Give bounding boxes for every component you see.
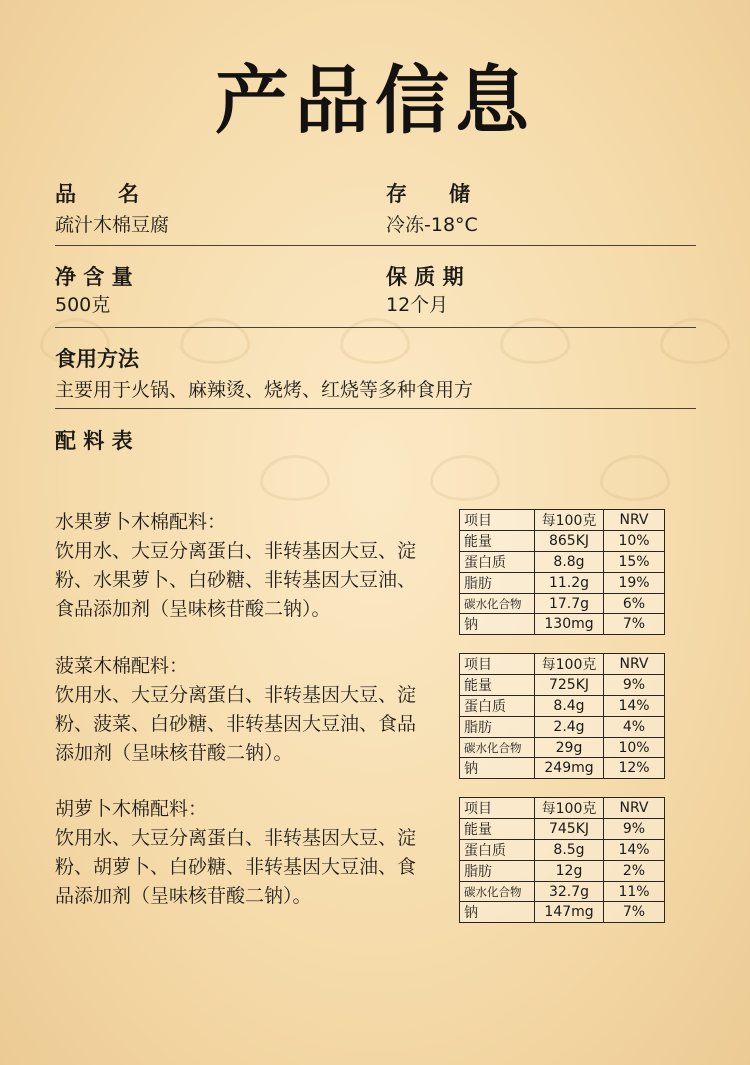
table-row [460, 840, 665, 861]
row-label: 能量 [460, 531, 535, 552]
row-nrv: 7% [604, 614, 665, 635]
nutrition-table [459, 653, 665, 779]
row-nrv: 12% [604, 758, 665, 779]
table-header-row [460, 510, 665, 531]
header-nrv: NRV [604, 510, 665, 531]
table-row [460, 594, 665, 614]
ingredient-block [55, 652, 425, 768]
table-row [460, 696, 665, 717]
table-row [460, 675, 665, 696]
row-label: 能量 [460, 675, 535, 696]
row-nrv: 9% [604, 675, 665, 696]
watermark-mark [180, 318, 250, 364]
row-value: 249mg [535, 758, 604, 779]
row-nrv: 15% [604, 552, 665, 573]
page-title: 产品信息 [215, 58, 535, 144]
row-label: 蛋白质 [460, 840, 535, 861]
ingredient-title: 胡萝卜木棉配料： [55, 798, 208, 820]
table-row [460, 573, 665, 594]
row-value: 29g [535, 738, 604, 758]
net-content-value: 500克 [55, 294, 111, 316]
divider [55, 327, 696, 328]
row-nrv: 2% [604, 861, 665, 882]
header-item: 项目 [460, 798, 535, 819]
row-value: 147mg [535, 902, 604, 923]
row-value: 130mg [535, 614, 604, 635]
watermark-mark [340, 318, 410, 364]
ingredient-block [55, 795, 425, 911]
header-nrv: NRV [604, 654, 665, 675]
row-label: 蛋白质 [460, 696, 535, 717]
row-nrv: 7% [604, 902, 665, 923]
table-row [460, 861, 665, 882]
watermark-mark [500, 318, 570, 364]
storage-value: 冷冻-18°C [386, 214, 478, 236]
table-row [460, 738, 665, 758]
ingredient-text: 饮用水、大豆分离蛋白、非转基因大豆、淀粉、胡萝卜、白砂糖、非转基因大豆油、食品添加剂（呈味核苷酸二钠）。 [55, 827, 417, 907]
row-nrv: 14% [604, 696, 665, 717]
row-label: 碳水化合物 [460, 882, 535, 902]
shelf-life-value: 12个月 [386, 294, 449, 316]
row-value: 725KJ [535, 675, 604, 696]
row-value: 8.4g [535, 696, 604, 717]
row-nrv: 14% [604, 840, 665, 861]
row-nrv: 19% [604, 573, 665, 594]
ingredient-text: 饮用水、大豆分离蛋白、非转基因大豆、淀粉、水果萝卜、白砂糖、非转基因大豆油、食品添加剂（呈味核苷酸二钠）。 [55, 540, 417, 620]
table-header-row [460, 798, 665, 819]
row-value: 12g [535, 861, 604, 882]
row-nrv: 6% [604, 594, 665, 614]
product-name-value: 疏汁木棉豆腐 [55, 214, 170, 236]
header-nrv: NRV [604, 798, 665, 819]
row-value: 8.8g [535, 552, 604, 573]
watermark-mark [260, 455, 330, 501]
row-value: 11.2g [535, 573, 604, 594]
watermark-mark [600, 455, 670, 501]
row-value: 2.4g [535, 717, 604, 738]
header-item: 项目 [460, 654, 535, 675]
net-content-label: 净 含 量 [55, 265, 133, 289]
product-name-label: 品 名 [55, 182, 139, 206]
header-per100g: 每100克 [535, 798, 604, 819]
row-label: 能量 [460, 819, 535, 840]
header-per100g: 每100克 [535, 654, 604, 675]
table-row [460, 902, 665, 923]
watermark-mark [430, 455, 500, 501]
row-value: 8.5g [535, 840, 604, 861]
nutrition-table [459, 797, 665, 923]
table-row [460, 819, 665, 840]
table-header-row [460, 654, 665, 675]
ingredient-block [55, 508, 425, 624]
row-label: 脂肪 [460, 573, 535, 594]
storage-label: 存 储 [386, 182, 470, 206]
divider [55, 408, 696, 409]
ingredient-title: 水果萝卜木棉配料： [55, 511, 227, 533]
watermark-mark [660, 318, 730, 364]
row-value: 17.7g [535, 594, 604, 614]
row-label: 脂肪 [460, 861, 535, 882]
row-nrv: 4% [604, 717, 665, 738]
row-value: 865KJ [535, 531, 604, 552]
table-row [460, 614, 665, 635]
table-row [460, 552, 665, 573]
usage-value: 主要用于火锅、麻辣烫、烧烤、红烧等多种食用方 [55, 379, 474, 401]
table-row [460, 882, 665, 902]
nutrition-table [459, 509, 665, 635]
ingredients-label: 配 料 表 [55, 429, 133, 453]
ingredient-text: 饮用水、大豆分离蛋白、非转基因大豆、淀粉、菠菜、白砂糖、非转基因大豆油、食品添加剂（呈味核苷酸二钠）。 [55, 684, 417, 764]
row-label: 钠 [460, 902, 535, 923]
row-nrv: 11% [604, 882, 665, 902]
row-label: 脂肪 [460, 717, 535, 738]
row-label: 钠 [460, 614, 535, 635]
table-row [460, 758, 665, 779]
row-value: 32.7g [535, 882, 604, 902]
row-nrv: 9% [604, 819, 665, 840]
row-label: 蛋白质 [460, 552, 535, 573]
row-label: 碳水化合物 [460, 594, 535, 614]
divider [55, 245, 696, 246]
row-nrv: 10% [604, 738, 665, 758]
header-per100g: 每100克 [535, 510, 604, 531]
row-label: 钠 [460, 758, 535, 779]
ingredient-title: 菠菜木棉配料： [55, 655, 189, 677]
row-nrv: 10% [604, 531, 665, 552]
table-row [460, 717, 665, 738]
usage-label: 食用方法 [55, 347, 139, 371]
row-label: 碳水化合物 [460, 738, 535, 758]
shelf-life-label: 保 质 期 [386, 265, 464, 289]
table-row [460, 531, 665, 552]
row-value: 745KJ [535, 819, 604, 840]
header-item: 项目 [460, 510, 535, 531]
